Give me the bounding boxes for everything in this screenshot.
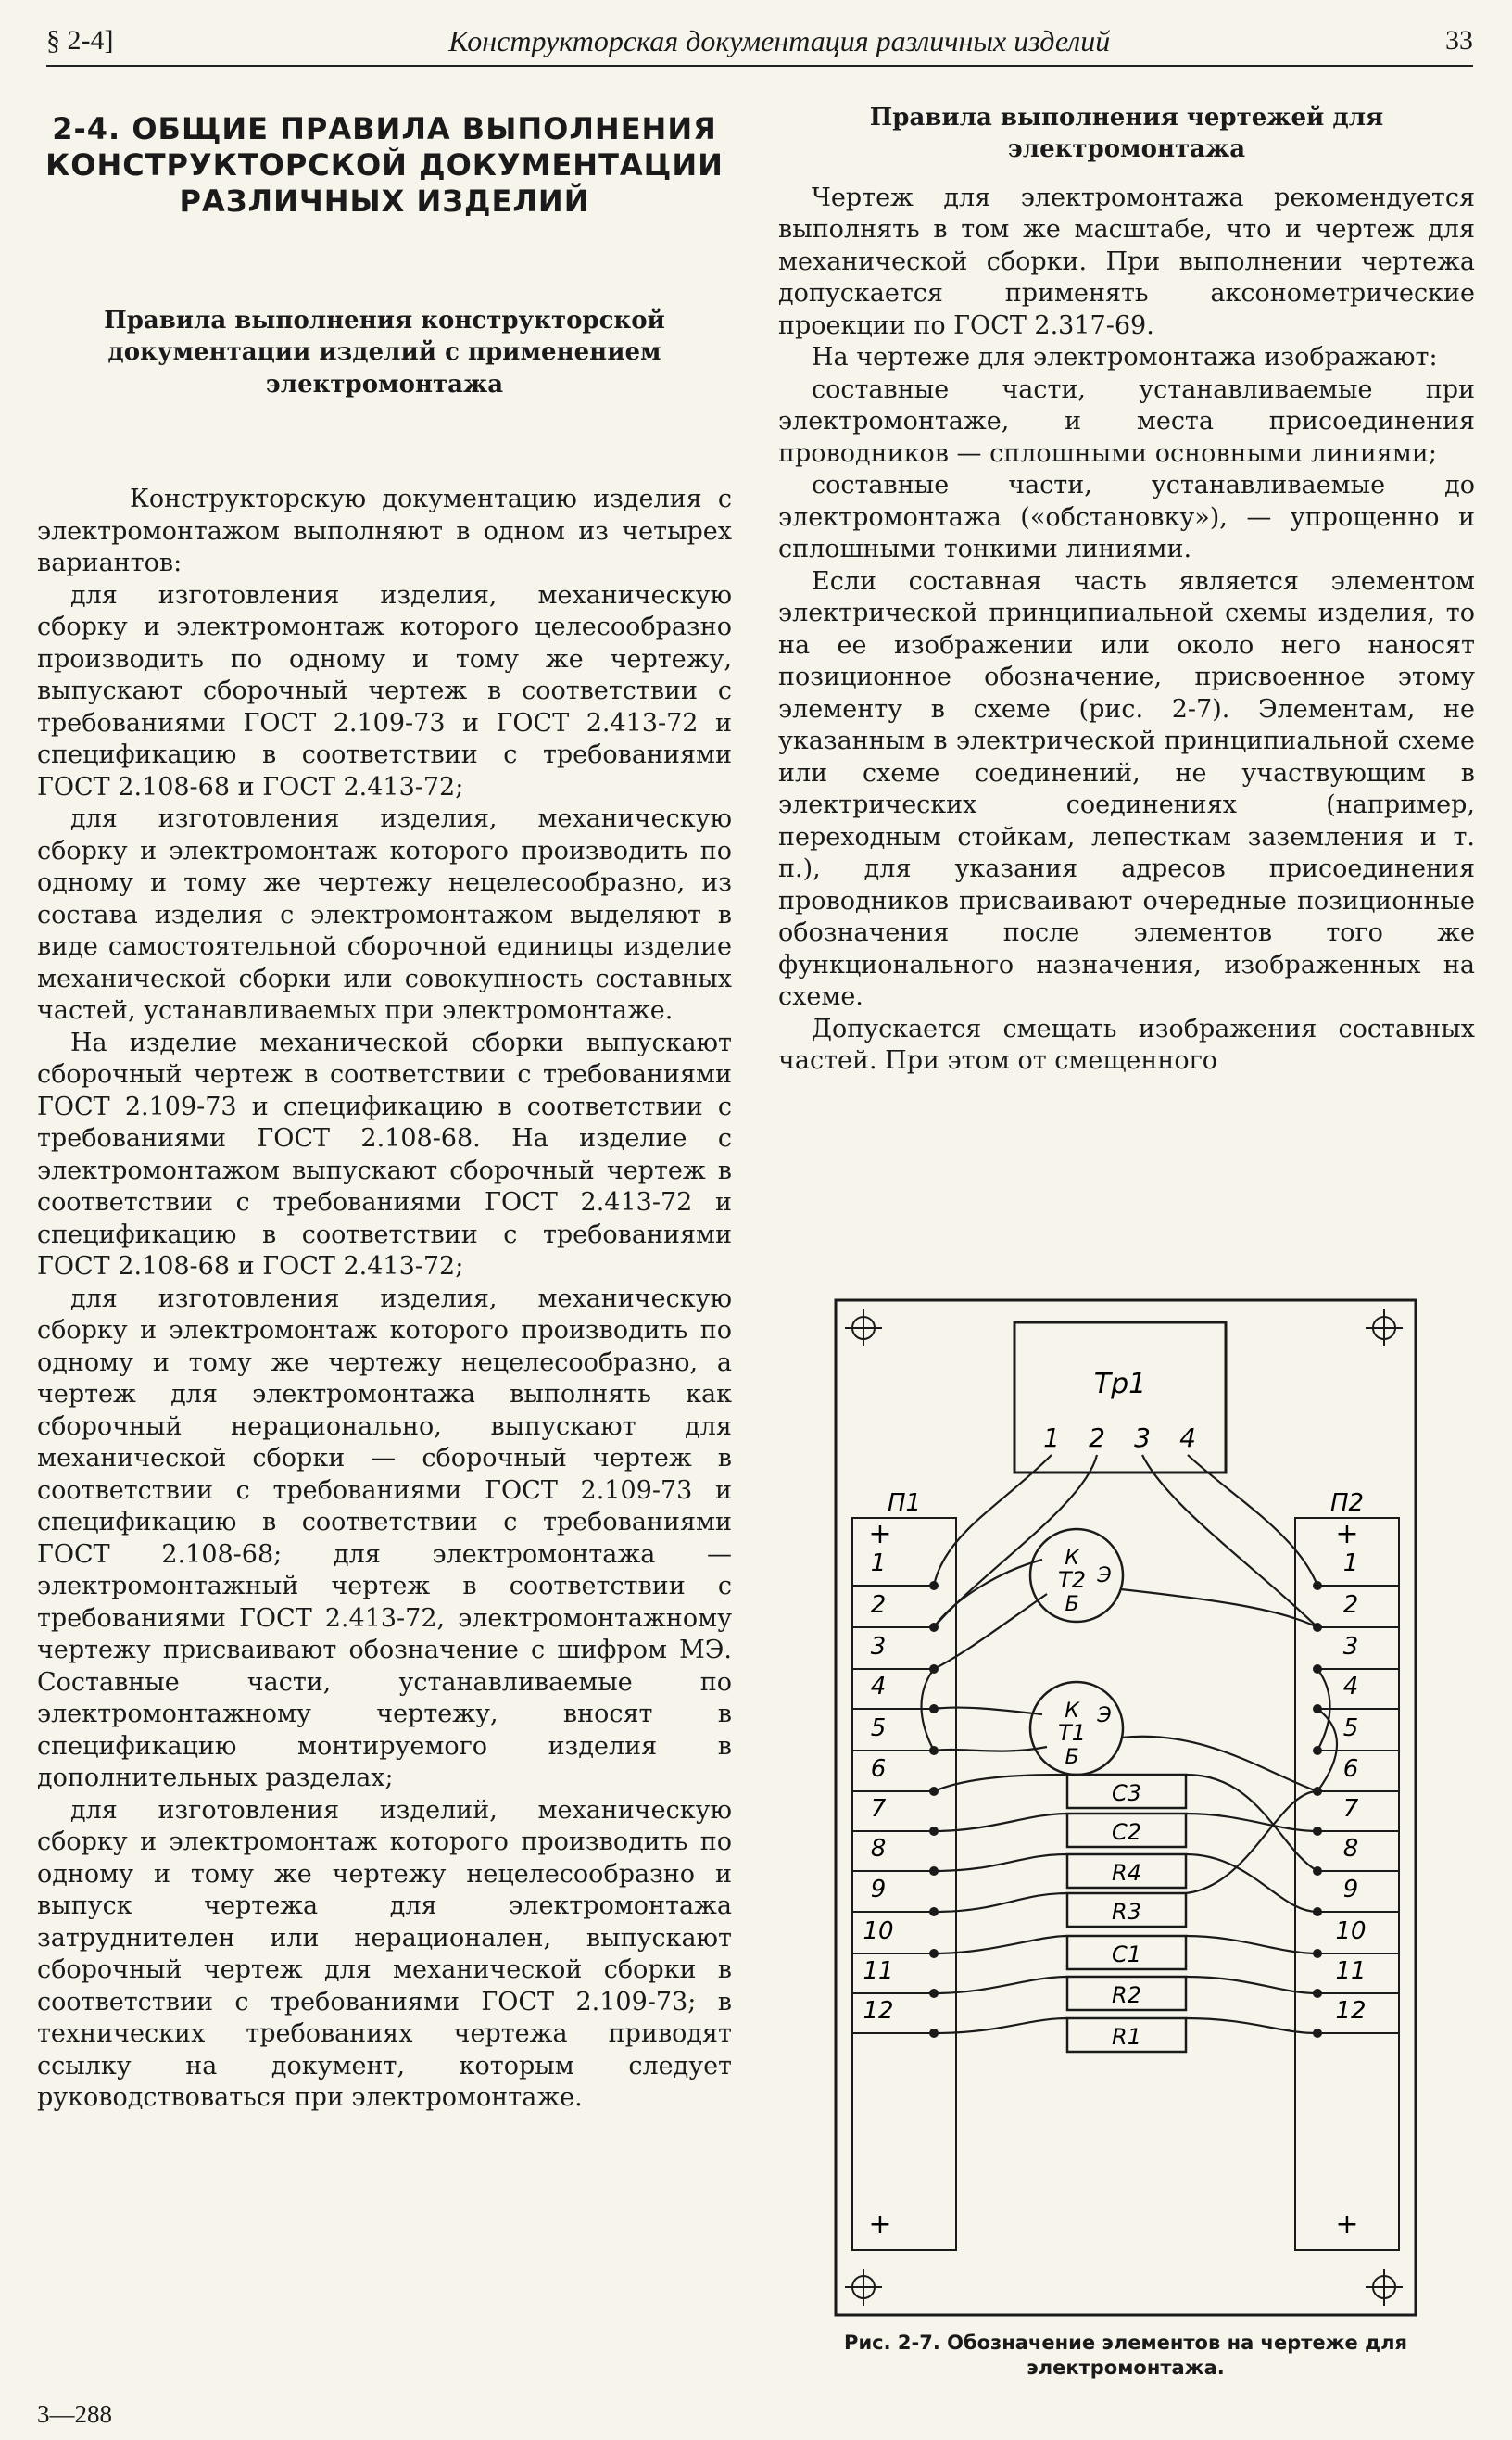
- left-paragraph-6: для изготовления изделий, механическую сборку и электромонтаж которого производить по одному и тому же чертежу нецелесообразно и выпуск чертежа для электромонтажа затруднителен или нерационален, выпускают сборочный чертеж для механической сборки в соответствии с требованиями ГОСТ 2.109-73; в технических требованиях чертежа приводят ссылку на документ, которым следует руководствоваться при электромонтаже.: [37, 1795, 732, 2113]
- terminal-right-6: 6: [1342, 1755, 1359, 1783]
- wire: [1121, 1589, 1317, 1627]
- terminal-strip-right-label: П2: [1329, 1489, 1365, 1517]
- transistor-t1-label: Т1: [1058, 1720, 1086, 1746]
- terminal-right-12: 12: [1335, 1997, 1367, 2025]
- plus-sign: +: [868, 1518, 892, 1550]
- transistor-t2-pin: Б: [1065, 1593, 1079, 1616]
- terminal-right-1: 1: [1342, 1549, 1359, 1577]
- component-label-С3: С3: [1111, 1780, 1142, 1806]
- terminal-right-8: 8: [1342, 1835, 1359, 1863]
- transformer-pin: 2: [1089, 1422, 1105, 1453]
- wire: [1142, 1455, 1317, 1627]
- component-label-С1: С1: [1111, 1941, 1142, 1967]
- terminal-left-10: 10: [863, 1917, 894, 1945]
- terminal-left-3: 3: [870, 1633, 887, 1661]
- wire: [1186, 2018, 1317, 2033]
- right-column: [778, 102, 1475, 1078]
- running-header: [46, 17, 1473, 67]
- terminal-left-6: 6: [870, 1755, 887, 1783]
- page-number: 33: [1444, 25, 1473, 56]
- wire: [1186, 1791, 1317, 1893]
- wire: [934, 1936, 1067, 1953]
- left-paragraph-4: На изделие механической сборки выпускают сборочный чертеж в соответствии с требованиями ГОСТ 2.109-73 и спецификацию в соответствии с требованиями ГОСТ 2.108-68. На изделие с электромонтажом выпускают сборочный чертеж в соответствии с требованиями ГОСТ 2.413-72 и спецификацию в соответствии с требованиями ГОСТ 2.108-68 и ГОСТ 2.413-72;: [37, 1028, 732, 1282]
- terminal-strip-left-label: П1: [887, 1489, 922, 1517]
- section-number: § 2-4]: [46, 25, 114, 56]
- wiring-diagram: [815, 1293, 1436, 2321]
- terminal-right-2: 2: [1342, 1591, 1359, 1619]
- plus-sign: +: [1335, 2208, 1359, 2241]
- right-subtitle: Правила выполнения чертежей для электромонтажа: [869, 104, 1384, 164]
- transistor-t2-pin: К: [1065, 1547, 1079, 1570]
- wire: [1188, 1455, 1317, 1586]
- wire: [1186, 1854, 1317, 1912]
- left-subtitle: Правила выполнения конструкторской документации изделий с применением электромонтажа: [104, 307, 665, 398]
- wire: [1186, 1814, 1317, 1831]
- component-label-С2: С2: [1111, 1819, 1142, 1845]
- figure-caption: Рис. 2-7. Обозначение элементов на чертеже для электромонтажа.: [844, 2332, 1407, 2380]
- wire: [934, 2018, 1067, 2033]
- component-label-R2: R2: [1112, 1982, 1141, 2008]
- wire: [934, 1814, 1067, 1831]
- left-column: [37, 102, 732, 2115]
- mounting-hole-icon: [845, 2269, 882, 2306]
- terminal-left-9: 9: [870, 1876, 887, 1903]
- wire: [934, 1708, 1042, 1714]
- right-paragraph-6: Допускается смещать изображения составных частей. При этом от смещенного: [778, 1014, 1475, 1076]
- transistor-t2-pin: Э: [1097, 1564, 1112, 1587]
- transistor-t1-pin: Б: [1065, 1746, 1079, 1769]
- wire: [1186, 1977, 1317, 1993]
- plus-sign: +: [1335, 1518, 1359, 1550]
- transistor-t1-pin: Э: [1097, 1704, 1112, 1727]
- mounting-hole-icon: [1366, 2269, 1403, 2306]
- terminal-left-2: 2: [870, 1591, 887, 1619]
- terminal-right-9: 9: [1342, 1876, 1359, 1903]
- wire: [934, 1854, 1067, 1871]
- terminal-left-8: 8: [870, 1835, 887, 1863]
- wire: [934, 1893, 1067, 1912]
- left-paragraph-3: для изготовления изделия, механическую сборку и электромонтаж которого производить по одному и тому же чертежу нецелесообразно, из состава изделия с электромонтажом выделяют в виде самостоятельной сборочной единицы изделие механической сборки или совокупность составных частей, устанавливаемых при электромонтаже.: [37, 804, 732, 1026]
- wire: [934, 1977, 1067, 1993]
- transformer-pin: 1: [1043, 1422, 1060, 1453]
- transformer-label: Тр1: [1093, 1368, 1147, 1400]
- right-paragraph-3: составные части, устанавливаемые при электромонтаже, и места присоединения проводников — сплошными основными линиями;: [778, 374, 1475, 468]
- terminal-right-7: 7: [1342, 1795, 1359, 1823]
- wire: [934, 1560, 1042, 1627]
- right-paragraph-1: Чертеж для электромонтажа рекомендуется выполнять в том же масштабе, что и чертеж для механической сборки. При выполнении чертежа допускается применять аксонометрические проекции по ГОСТ 2.317-69.: [778, 183, 1475, 340]
- left-paragraph-1: Конструкторскую документацию изделия с электромонтажом выполняют в одном из четырех вариантов:: [37, 485, 732, 578]
- left-paragraph-2: для изготовления изделия, механическую сборку и электромонтаж которого целесообразно производить по одному и тому же чертежу, выпускают сборочный чертеж в соответствии с требованиями ГОСТ 2.109-73 и ГОСТ 2.413-72 и спецификацию в соответствии с требованиями ГОСТ 2.108-68 и ГОСТ 2.413-72;: [37, 580, 732, 802]
- section-title: 2-4. ОБЩИЕ ПРАВИЛА ВЫПОЛНЕНИЯ КОНСТРУКТОРСКОЙ ДОКУМЕНТАЦИИ РАЗЛИЧНЫХ ИЗДЕЛИЙ: [45, 111, 724, 220]
- printer-signature: 3—288: [37, 2400, 112, 2428]
- right-paragraph-2: На чертеже для электромонтажа изображают:: [812, 343, 1438, 373]
- right-paragraph-5: Если составная часть является элементом электрической принципиальной схемы изделия, то на ее изображении или около него наносят позиционное обозначение, присвоенное этому элементу в схеме (рис. 2-7). Элементам, не указанным в электрической принципиальной схеме или схеме соединений, не участвующим в электрических соединениях (например, переходным стойкам, лепесткам заземления и т. п.), для указания адресов присоединения проводников присваивают очередные позиционные обозначения после элементов того же функционального назначения, изображенных на схеме.: [778, 566, 1475, 1012]
- transistor-t2-label: Т2: [1058, 1567, 1086, 1593]
- component-label-R4: R4: [1112, 1860, 1141, 1886]
- terminal-right-11: 11: [1335, 1957, 1367, 1985]
- component-label-R1: R1: [1112, 2024, 1141, 2050]
- wire: [934, 1775, 1067, 1791]
- plus-sign: +: [868, 2208, 892, 2241]
- terminal-left-4: 4: [870, 1673, 887, 1700]
- transistor-t1-pin: К: [1065, 1700, 1079, 1723]
- terminal-left-7: 7: [870, 1795, 887, 1823]
- mounting-hole-icon: [845, 1309, 882, 1346]
- terminal-right-10: 10: [1335, 1917, 1367, 1945]
- terminal-left-5: 5: [870, 1714, 887, 1742]
- terminal-left-1: 1: [870, 1549, 887, 1577]
- terminal-left-12: 12: [863, 1997, 894, 2025]
- wire: [934, 1747, 1047, 1751]
- right-paragraph-4: составные части, устанавливаемые до электромонтажа («обстановку»), — упрощенно и сплошными тонкими линиями.: [778, 471, 1475, 564]
- terminal-left-11: 11: [863, 1957, 894, 1985]
- wire: [1186, 1936, 1317, 1953]
- transformer-pin: 3: [1134, 1422, 1151, 1453]
- component-label-R3: R3: [1112, 1899, 1141, 1925]
- running-title: Конструкторская документация различных изделий: [448, 23, 1111, 57]
- mounting-hole-icon: [1366, 1309, 1403, 1346]
- wire: [934, 1455, 1052, 1586]
- terminal-right-3: 3: [1342, 1633, 1359, 1661]
- terminal-right-5: 5: [1342, 1714, 1359, 1742]
- terminal-right-4: 4: [1342, 1673, 1359, 1700]
- transformer-pin: 4: [1179, 1422, 1196, 1453]
- wire: [934, 1594, 1047, 1669]
- left-paragraph-5: для изготовления изделия, механическую сборку и электромонтаж которого производить по одному и тому же чертежу нецелесообразно, а чертеж для электромонтажа выполнять как сборочный нерационально, выпускают для механической сборки — сборочный чертеж в соответствии с требованиями ГОСТ 2.109-73 и спецификацию в соответствии с требованиями ГОСТ 2.108-68; для электромонтажа — электромонтажный чертеж в соответствии с требованиями ГОСТ 2.413-72, электромонтажному чертежу присваивают обозначение с шифром МЭ. Составные части, устанавливаемые по электромонтажному чертежу, вносят в спецификацию монтируемого изделия в дополнительных разделах;: [37, 1283, 732, 1793]
